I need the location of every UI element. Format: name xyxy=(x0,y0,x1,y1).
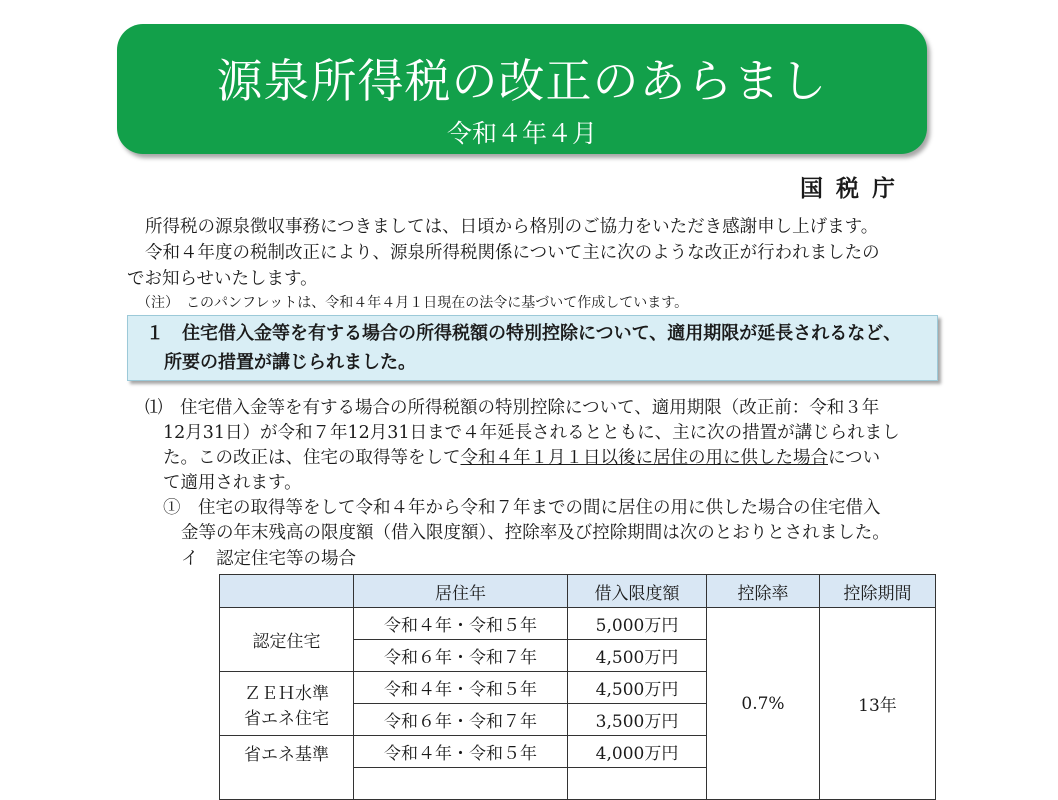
deduction-table xyxy=(219,574,936,800)
sub1-line-1: ⑴ 住宅借入金等を有する場合の所得税額の特別控除について、適用期限（改正前：令和３年 xyxy=(145,398,880,418)
table-row xyxy=(220,608,936,640)
section-heading-line-2: 所要の措置が講じられました。 xyxy=(164,352,416,373)
sub1-line-3 xyxy=(163,445,880,471)
section-heading-line-1: １ 住宅借入金等を有する場合の所得税額の特別控除について、適用期限が延長されるなど、 xyxy=(146,323,902,344)
table-header-rate: 控除率 xyxy=(707,575,820,608)
intro-note: （注） このパンフレットは、令和４年４月１日現在の法令に基づいて作成しています。 xyxy=(137,295,689,311)
table-year: 令和６年・令和７年 xyxy=(354,704,568,736)
table-year: 令和４年・令和５年 xyxy=(354,672,568,704)
item1-line-2: 金等の年末残高の限度額（借入限度額）、控除率及び控除期間は次のとおりとされました。 xyxy=(181,523,890,543)
sub1-line-3-text: た。この改正は、住宅の取得等をして xyxy=(163,448,461,468)
intro-line-1: 所得税の源泉徴収事務につきましては、日頃から格別のご協力をいただき感謝申し上げます。 xyxy=(145,217,879,237)
intro-line-2: 令和４年度の税制改正により、源泉所得税関係について主に次のような改正が行われましたの xyxy=(145,243,880,263)
document-date: 令和４年４月 xyxy=(446,119,597,148)
sub1-line-2: 12月31日）が令和７年12月31日まで４年延長されるとともに、主に次の措置が講じられまし xyxy=(163,423,900,443)
table-header-category xyxy=(220,575,354,608)
table-category xyxy=(220,672,354,736)
title-banner xyxy=(117,24,927,154)
table-category-line-1: ＺＥＨ水準 xyxy=(244,683,329,704)
table-limit: 5,000万円 xyxy=(568,608,707,640)
document-title: 源泉所得税の改正のあらまし xyxy=(216,54,828,108)
sub1-line-3-end: につい xyxy=(828,448,881,468)
table-year xyxy=(354,768,568,800)
item1-sub-label: イ 認定住宅等の場合 xyxy=(181,549,356,569)
table-header-year: 居住年 xyxy=(354,575,568,608)
intro-line-3: でお知らせいたします。 xyxy=(127,269,318,289)
table-limit: 4,500万円 xyxy=(568,672,707,704)
item1-line-1: ① 住宅の取得等をして令和４年から令和７年までの間に居住の用に供した場合の住宅借入 xyxy=(163,498,881,518)
table-category-line-2: 省エネ住宅 xyxy=(244,708,329,729)
table-header-row xyxy=(220,575,936,608)
agency-name: 国税庁 xyxy=(800,176,908,202)
sub1-line-4: て適用されます。 xyxy=(163,473,302,493)
table-limit: 4,500万円 xyxy=(568,640,707,672)
sub1-underlined-condition: 令和４年１月１日以後に居住の用に供した場合 xyxy=(460,448,828,468)
table-header-period: 控除期間 xyxy=(820,575,936,608)
table-rate: 0.7% xyxy=(707,608,820,800)
table-period: 13年 xyxy=(820,608,936,800)
table-limit: 3,500万円 xyxy=(568,704,707,736)
table-category: 省エネ基準 xyxy=(220,736,354,800)
table-year: 令和４年・令和５年 xyxy=(354,736,568,768)
table-limit xyxy=(568,768,707,800)
table-header-limit: 借入限度額 xyxy=(568,575,707,608)
section-heading-1 xyxy=(127,315,938,381)
table-category: 認定住宅 xyxy=(220,608,354,672)
table-year: 令和４年・令和５年 xyxy=(354,608,568,640)
table-year: 令和６年・令和７年 xyxy=(354,640,568,672)
table-limit: 4,000万円 xyxy=(568,736,707,768)
